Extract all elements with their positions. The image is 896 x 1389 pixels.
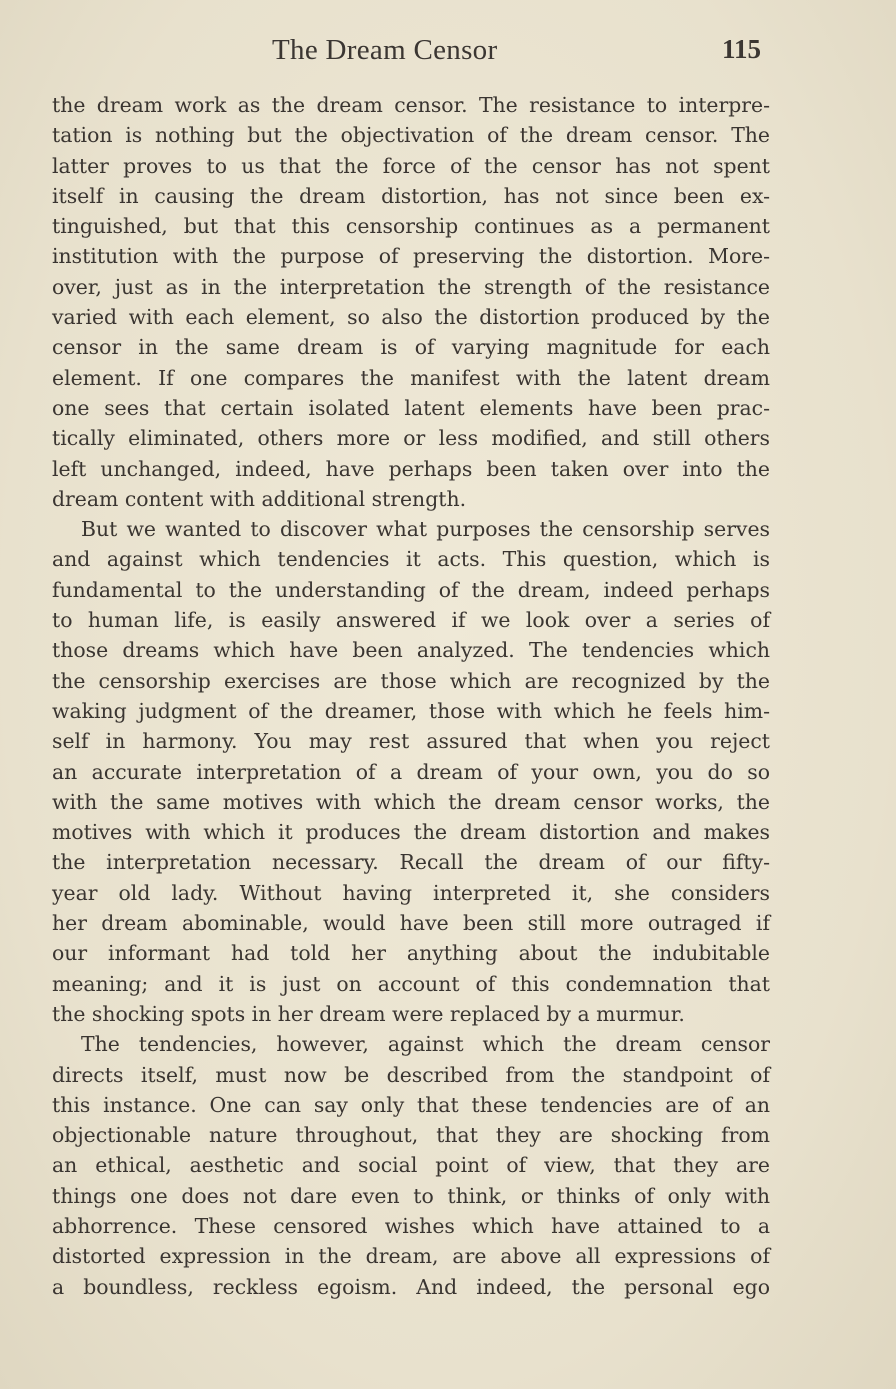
- text-line: meaning; and it is just on account of this condemnation that: [52, 971, 770, 996]
- text-line: and against which tendencies it acts. This question, which is: [52, 547, 770, 572]
- text-line: the dream work as the dream censor. The resistance to interpre-: [52, 93, 770, 117]
- running-head: [0, 34, 896, 74]
- text-line: tation is nothing but the objectivation of the dream censor. The: [52, 123, 770, 148]
- text-line: self in harmony. You may rest assured that when you reject: [52, 729, 770, 754]
- text-line: the censorship exercises are those which are recognized by the: [52, 668, 770, 693]
- text-line: this instance. One can say only that these tendencies are of an: [52, 1092, 770, 1117]
- text-line: distorted expression in the dream, are above all expressions of: [52, 1244, 770, 1269]
- text-line: her dream abominable, would have been still more outraged if: [52, 911, 770, 936]
- text-line: institution with the purpose of preserving the distortion. More-: [52, 244, 770, 269]
- text-line: our informant had told her anything about the indubitable: [52, 941, 770, 966]
- text-line: fundamental to the understanding of the dream, indeed perhaps: [52, 577, 770, 602]
- text-line: itself in causing the dream distortion, has not since been ex-: [52, 183, 770, 208]
- text-line: a boundless, reckless egoism. And indeed, the personal ego: [52, 1274, 770, 1299]
- text-line: those dreams which have been analyzed. The tendencies which: [52, 638, 770, 663]
- text-line: objectionable nature throughout, that they are shocking from: [52, 1123, 770, 1148]
- text-line: the shocking spots in her dream were replaced by a murmur.: [52, 1001, 685, 1026]
- text-line: year old lady. Without having interpreted it, she considers: [52, 880, 770, 905]
- text-line: abhorrence. These censored wishes which have attained to a: [52, 1213, 770, 1238]
- paragraph-start-line: But we wanted to discover what purposes the censorship serves: [81, 517, 770, 542]
- text-line: latter proves to us that the force of the censor has not spent: [52, 153, 770, 178]
- text-line: element. If one compares the manifest with the latent dream: [52, 365, 770, 390]
- text-line: an ethical, aesthetic and social point of view, that they are: [52, 1153, 770, 1178]
- text-line: varied with each element, so also the distortion produced by the: [52, 305, 770, 330]
- text-line: tically eliminated, others more or less modified, and still others: [52, 426, 770, 451]
- text-line: directs itself, must now be described from the standpoint of: [52, 1062, 770, 1087]
- page-number: 115: [722, 34, 762, 64]
- text-line: the interpretation necessary. Recall the dream of our fifty-: [52, 850, 770, 875]
- text-line: to human life, is easily answered if we look over a series of: [52, 608, 770, 633]
- text-line: with the same motives with which the dream censor works, the: [52, 789, 770, 814]
- text-line: censor in the same dream is of varying magnitude for each: [52, 335, 770, 360]
- text-line: things one does not dare even to think, or thinks of only with: [52, 1183, 770, 1208]
- text-line: motives with which it produces the dream distortion and makes: [52, 820, 770, 845]
- text-line: over, just as in the interpretation the strength of the resistance: [52, 274, 770, 299]
- text-line: left unchanged, indeed, have perhaps been taken over into the: [52, 456, 770, 481]
- text-line: waking judgment of the dreamer, those with which he feels him-: [52, 698, 770, 723]
- text-line: an accurate interpretation of a dream of your own, you do so: [52, 759, 770, 784]
- body-text: [52, 90, 770, 1302]
- paragraph-start-line: The tendencies, however, against which the dream censor: [81, 1032, 770, 1057]
- text-line: one sees that certain isolated latent elements have been prac-: [52, 395, 770, 420]
- text-line: tinguished, but that this censorship continues as a permanent: [52, 214, 770, 239]
- text-line: dream content with additional strength.: [52, 486, 467, 511]
- chapter-title: The Dream Censor: [272, 34, 498, 66]
